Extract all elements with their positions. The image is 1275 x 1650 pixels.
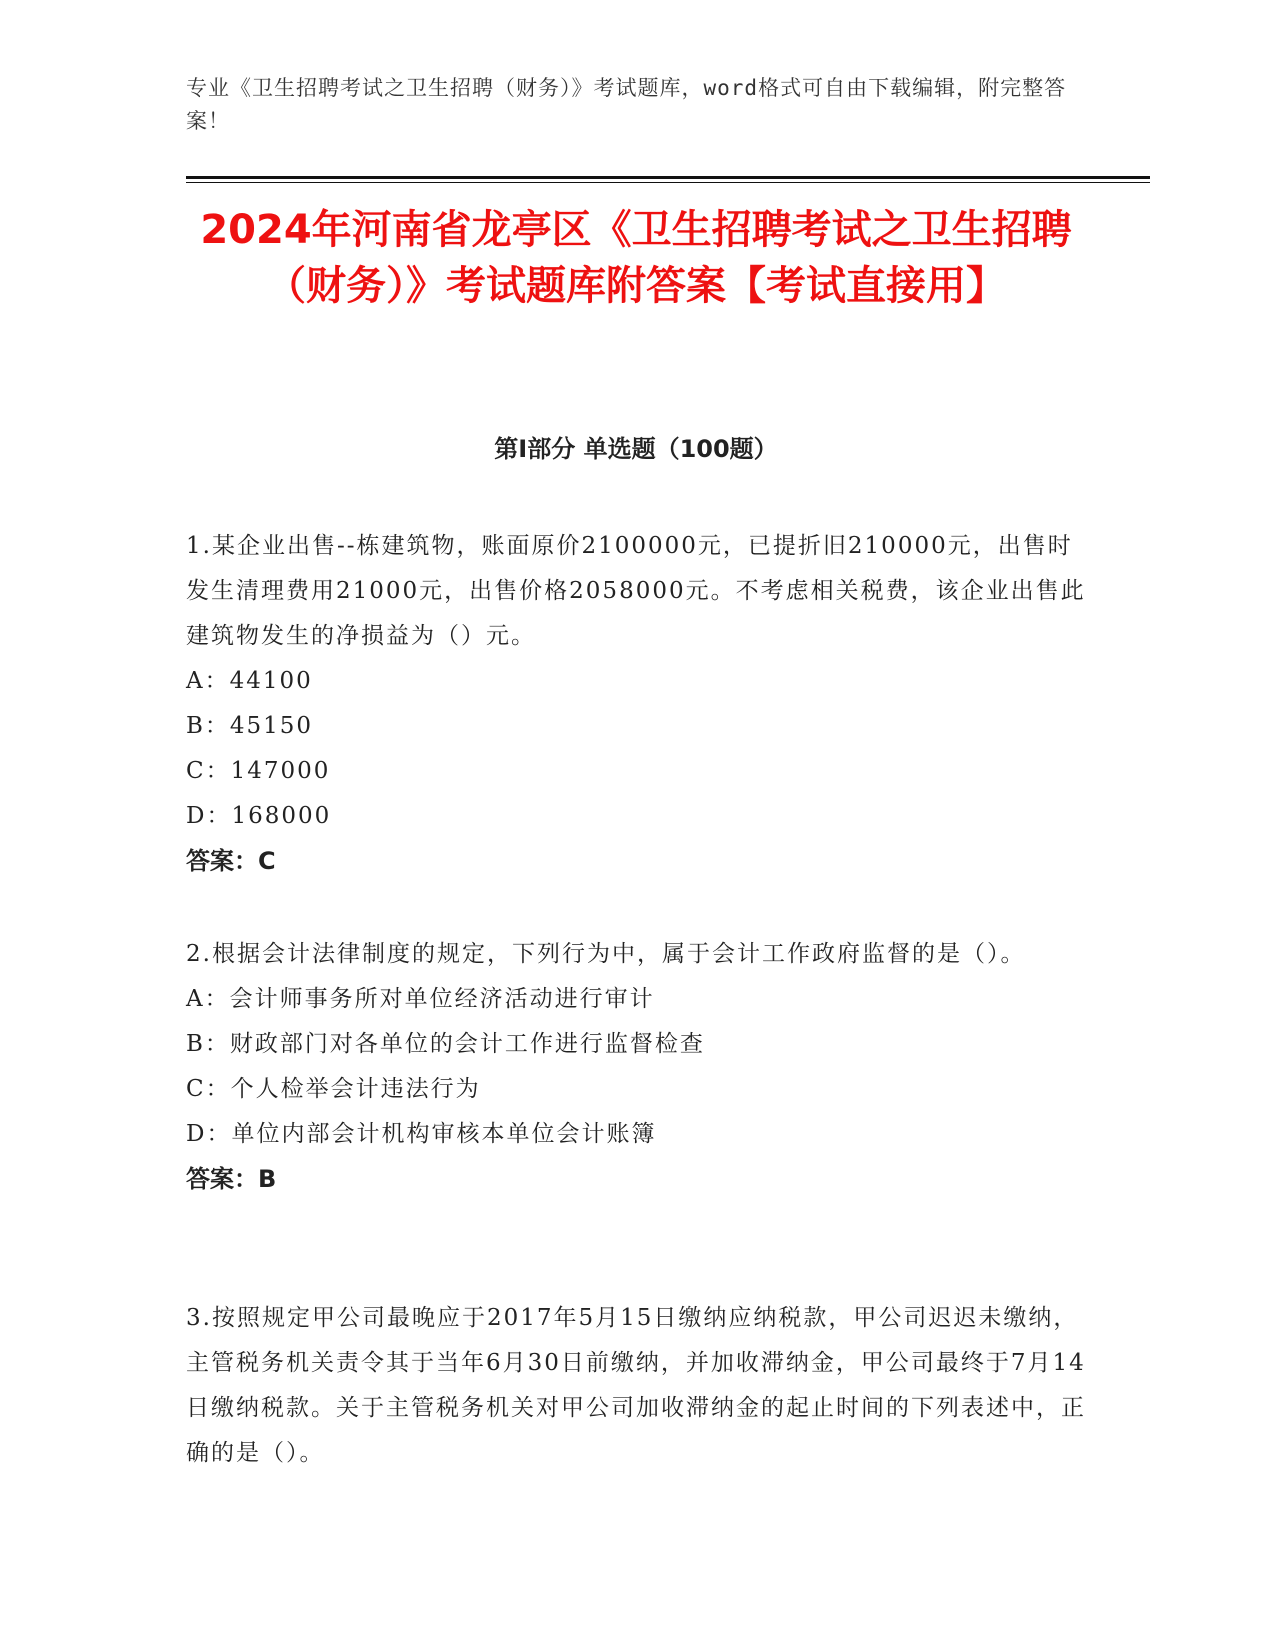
question-3: [186, 1296, 1086, 1476]
header-divider-thick: [186, 176, 1150, 179]
question-2: [186, 932, 1086, 1202]
option-d: D：单位内部会计机构审核本单位会计账簿: [186, 1121, 657, 1147]
option-d: D：168000: [186, 803, 332, 829]
question-1: [186, 524, 1086, 884]
option-b: B：45150: [186, 713, 314, 739]
option-c: C：147000: [186, 758, 331, 784]
header-note: 专业《卫生招聘考试之卫生招聘（财务）》考试题库，word格式可自由下载编辑，附完整答案！: [186, 76, 1067, 133]
header-divider-thin: [186, 182, 1150, 183]
question-text: 2.根据会计法律制度的规定，下列行为中，属于会计工作政府监督的是（）。: [186, 941, 1026, 967]
question-text: 3.按照规定甲公司最晚应于2017年5月15日缴纳应纳税款，甲公司迟迟未缴纳，主管税务机关责令其于当年6月30日前缴纳，并加收滞纳金，甲公司最终于7月14日缴纳税款。关于主管税务机关对甲公司加收滞纳金的起止时间的下列表述中，正确的是（）。: [186, 1305, 1086, 1466]
option-a: A：会计师事务所对单位经济活动进行审计: [186, 986, 655, 1012]
document-title: 2024年河南省龙亭区《卫生招聘考试之卫生招聘（财务）》考试题库附答案【考试直接用】: [200, 207, 1072, 309]
section-title: 第I部分 单选题（100题）: [494, 435, 778, 463]
answer-line: 答案：C: [186, 847, 276, 875]
answer-line: 答案：B: [186, 1165, 277, 1193]
option-b: B：财政部门对各单位的会计工作进行监督检查: [186, 1031, 705, 1057]
question-text: 1.某企业出售--栋建筑物，账面原价2100000元，已提折旧210000元，出售时发生清理费用21000元，出售价格2058000元。不考虑相关税费，该企业出售此建筑物发生的净损益为（）元。: [186, 533, 1086, 649]
option-a: A：44100: [186, 668, 313, 694]
option-c: C：个人检举会计违法行为: [186, 1076, 481, 1102]
